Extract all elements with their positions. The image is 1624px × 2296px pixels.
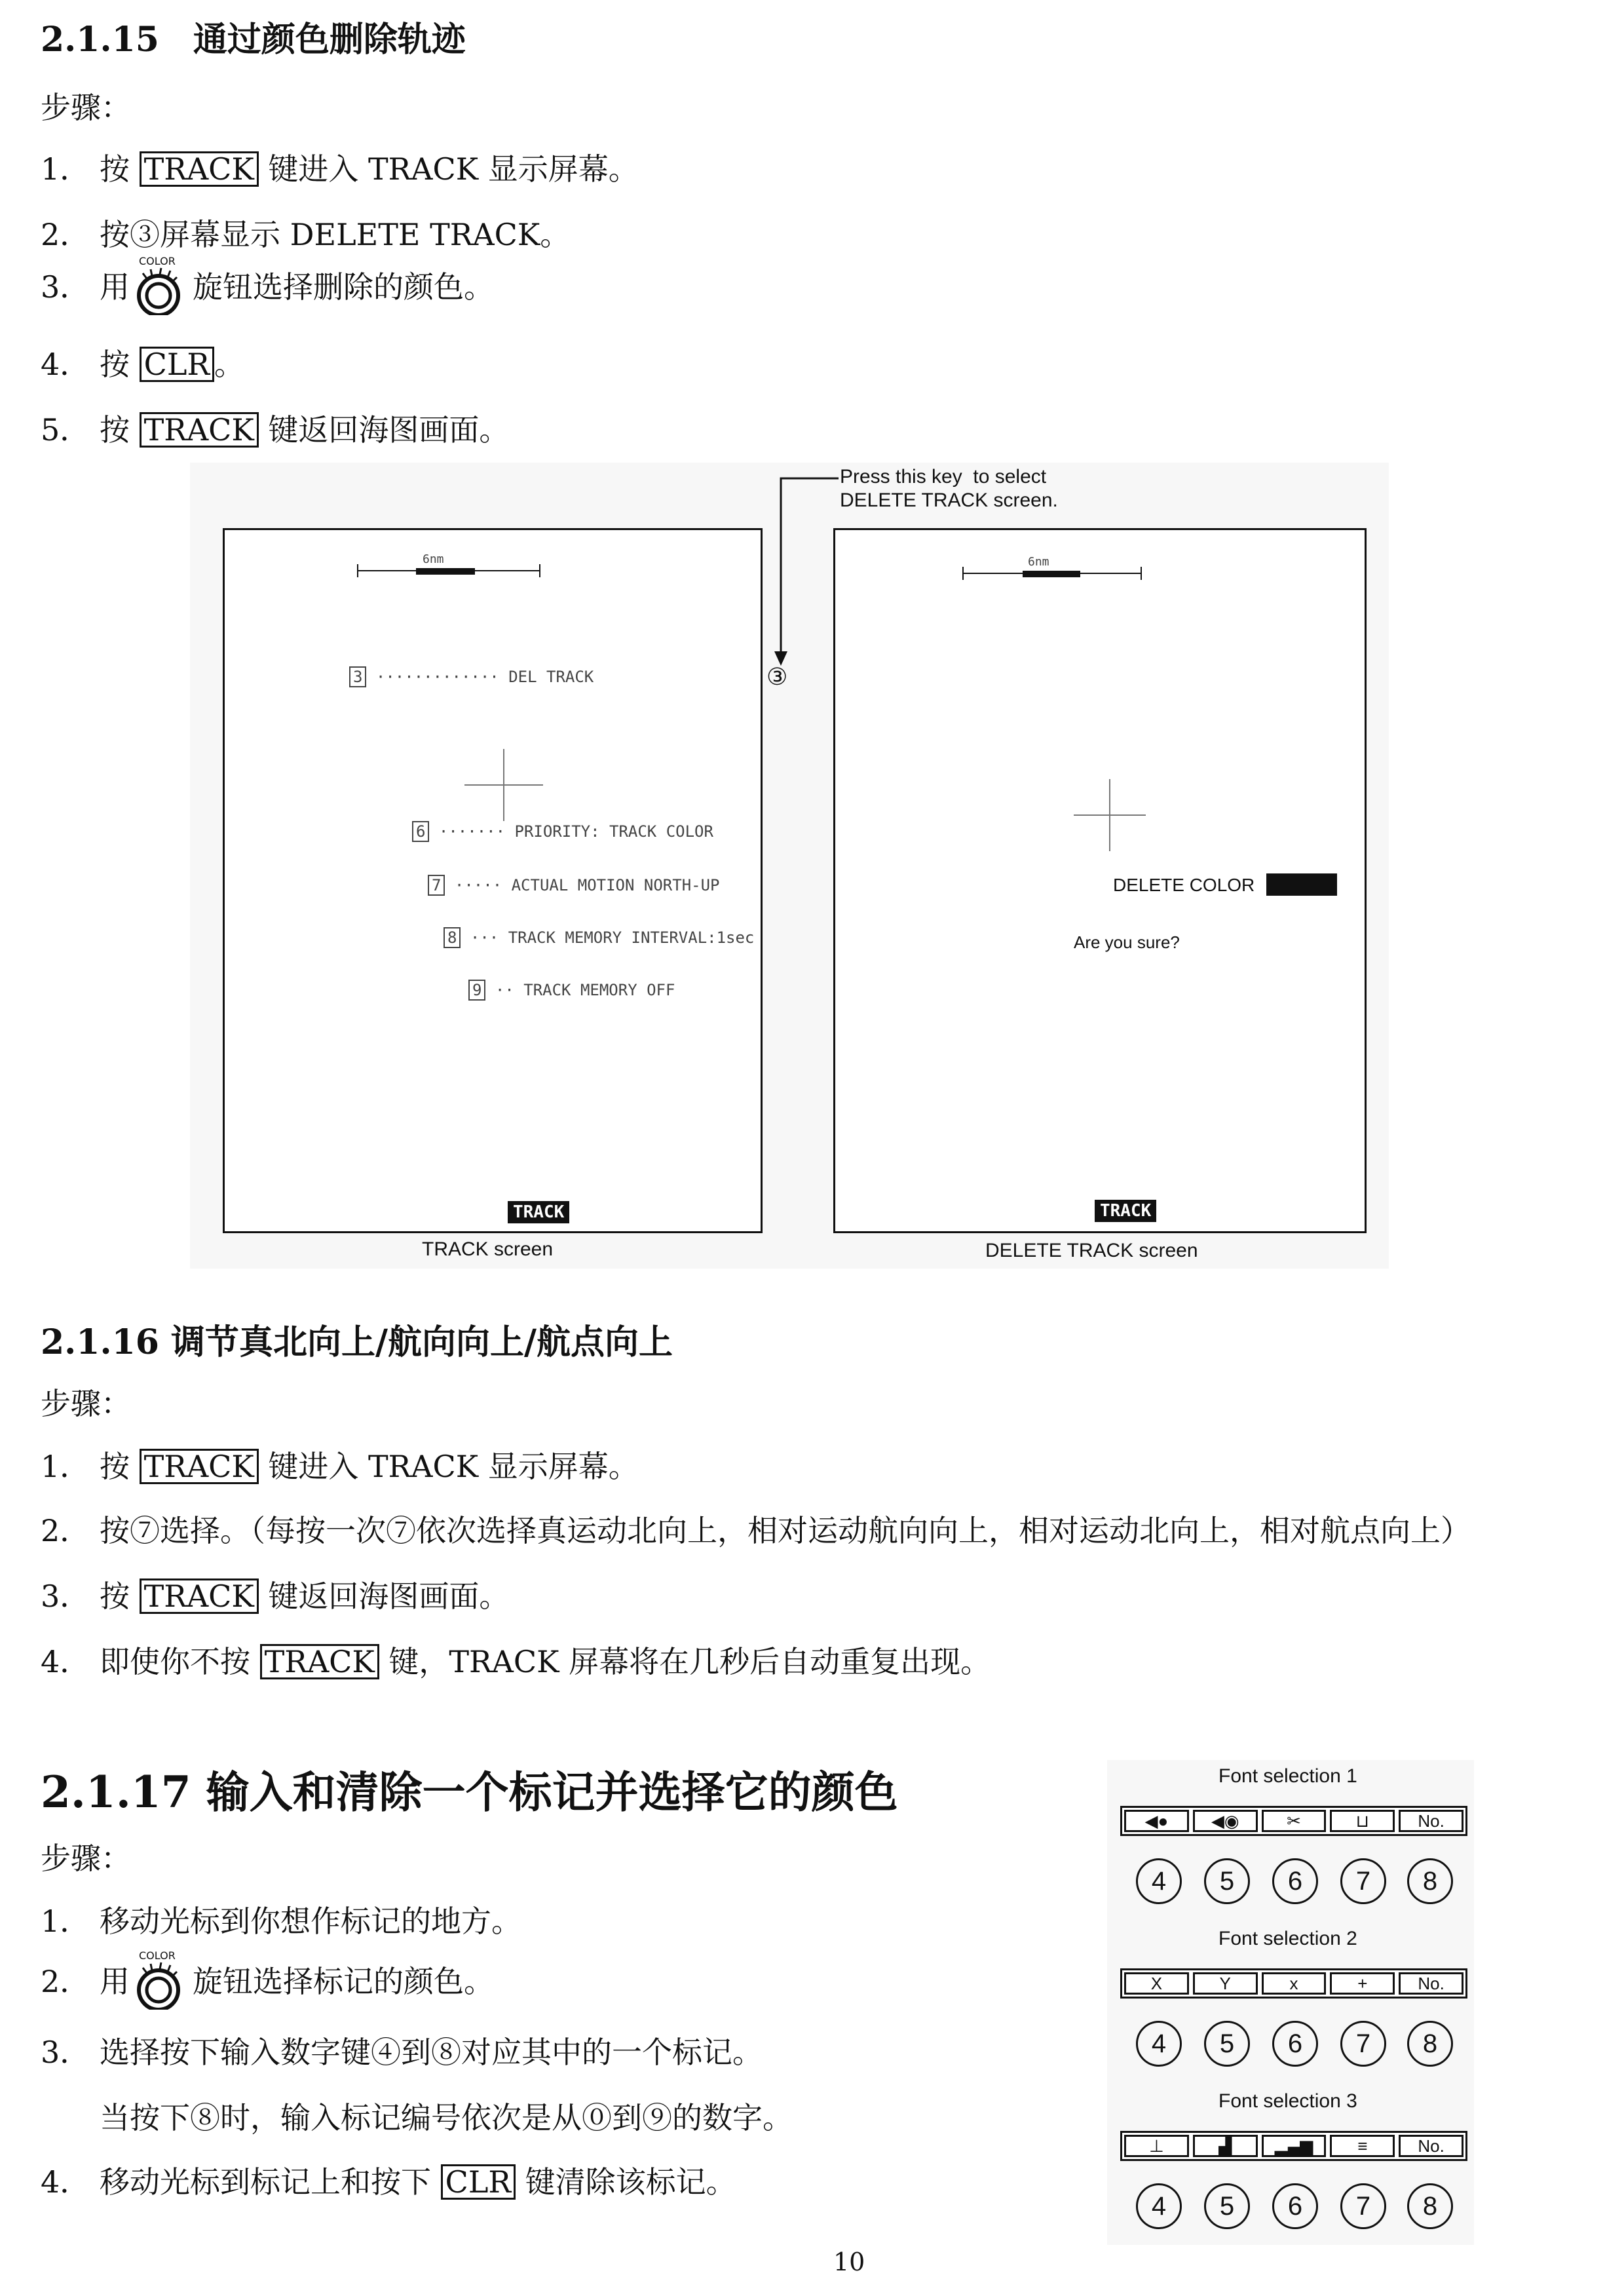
key-4: 4: [1136, 2183, 1182, 2229]
track-badge: TRACK: [508, 1201, 569, 1223]
key-5: 5: [1204, 1858, 1250, 1904]
mark-cell: +: [1330, 1972, 1395, 1995]
mark-cell: No.: [1399, 1972, 1463, 1995]
track-key: TRACK: [260, 1644, 379, 1679]
step-2: [41, 1507, 1471, 1550]
step-text: 选择按下输入数字键④到⑧对应其中的一个标记。: [100, 2035, 763, 2070]
mark-cell: x: [1262, 1972, 1327, 1995]
menu-item-motion: 7 ····· ACTUAL MOTION NORTH-UP: [428, 876, 720, 894]
step-number: 5．: [41, 412, 90, 448]
crosshair-cursor-icon: [464, 749, 543, 821]
range-scale: [357, 552, 540, 579]
confirm-text: Are you sure?: [1074, 932, 1180, 952]
track-screen: [223, 528, 763, 1233]
section-heading-2-1-15: 2.1.15 通过颜色删除轨迹: [41, 20, 466, 60]
menu-item-del-track: 3 ············· DEL TRACK: [349, 668, 594, 686]
mark-cell: ▂▄▆: [1262, 2135, 1327, 2157]
step-4: [41, 341, 244, 384]
mark-cell: Y: [1193, 1972, 1258, 1995]
step-text: 键，TRACK 屏幕将在几秒后自动重复出现。: [379, 1644, 991, 1679]
section-heading-2-1-17: 2.1.17 输入和清除一个标记并选择它的颜色: [41, 1767, 898, 1818]
clr-key: CLR: [441, 2164, 516, 2200]
key-4: 4: [1136, 2021, 1182, 2067]
step-4: [41, 2158, 736, 2202]
crosshair-cursor-icon: [1074, 779, 1146, 851]
delete-track-screen: [833, 528, 1367, 1233]
step-number: 2．: [41, 217, 90, 252]
step-text: 即使你不按: [100, 1644, 260, 1679]
mark-cell: ⊥: [1124, 2135, 1189, 2157]
step-text: 按⑦选择。（每按一次⑦依次选择真运动北向上，相对运动航向向上，相对运动北向上，相对航点向上）: [100, 1513, 1471, 1548]
key-8: 8: [1407, 2021, 1453, 2067]
color-swatch: [1266, 873, 1337, 896]
step-2: [41, 211, 570, 254]
step-2: [41, 1949, 494, 2010]
color-knob-icon: [130, 1949, 193, 2010]
key-box: 9: [468, 980, 485, 1001]
step-number: 2．: [41, 1964, 90, 1999]
mark-cell: No.: [1399, 1810, 1463, 1832]
step-number: 3．: [41, 2035, 90, 2070]
key-5: 5: [1204, 2183, 1250, 2229]
step-number: 1．: [41, 1449, 90, 1484]
mark-bar: [1120, 1806, 1467, 1836]
step-number: 4．: [41, 347, 90, 382]
menu-label: ACTUAL MOTION NORTH-UP: [511, 876, 720, 894]
step-number: 3．: [41, 269, 90, 305]
key-box: 6: [412, 821, 429, 842]
mark-cell: ⊔: [1330, 1810, 1395, 1832]
key-box: 3: [349, 666, 366, 687]
caption-track-screen: TRACK screen: [422, 1238, 554, 1260]
callout-text: Press this key to select DELETE TRACK screen.: [840, 466, 1058, 511]
step-3-note: 当按下⑧时，输入标记编号依次是从⓪到⑨的数字。: [100, 2100, 793, 2135]
step-4: [41, 1638, 991, 1681]
menu-item-priority: 6 ······· PRIORITY: TRACK COLOR: [412, 822, 713, 841]
step-text: 用: [100, 1964, 130, 1999]
menu-label: DEL TRACK: [508, 668, 594, 686]
track-key: TRACK: [140, 412, 259, 448]
step-number: 3．: [41, 1578, 90, 1614]
key-6: 6: [1272, 2183, 1318, 2229]
step-1: [41, 1443, 639, 1486]
step-3: [41, 2029, 763, 2072]
step-text: 按: [100, 347, 140, 382]
knob-label: COLOR: [139, 1949, 176, 1962]
menu-label: PRIORITY: TRACK COLOR: [514, 822, 713, 841]
mark-cell: ◀◉: [1193, 1810, 1258, 1832]
mark-bar: [1120, 1968, 1467, 1999]
step-1: [41, 145, 639, 189]
clr-key: CLR: [140, 347, 214, 382]
mark-cell: ✂: [1262, 1810, 1327, 1832]
font-selection-title: Font selection 3: [1218, 2090, 1357, 2112]
key-7: 7: [1340, 2021, 1386, 2067]
key-8: 8: [1407, 2183, 1453, 2229]
track-badge: TRACK: [1095, 1200, 1156, 1222]
menu-label: TRACK MEMORY OFF: [523, 981, 675, 999]
step-text: 键返回海图画面。: [258, 412, 510, 448]
caption-delete-track-screen: DELETE TRACK screen: [985, 1240, 1198, 1261]
mark-bar: [1120, 2131, 1467, 2161]
range-label: 6nm: [1028, 555, 1049, 569]
page-number: 10: [833, 2248, 865, 2276]
range-label: 6nm: [423, 552, 444, 566]
step-text: 键进入 TRACK 显示屏幕。: [258, 151, 639, 187]
step-3: [41, 255, 494, 315]
section-heading-2-1-16: 2.1.16 调节真北向上/航向向上/航点向上: [41, 1322, 673, 1362]
key-7: 7: [1340, 1858, 1386, 1904]
font-selection-title: Font selection 1: [1218, 1765, 1357, 1787]
step-3: [41, 1573, 509, 1616]
color-knob-icon: [130, 255, 193, 315]
step-5: [41, 406, 509, 450]
steps-label: 步骤：: [41, 1841, 131, 1876]
step-text: 键清除该标记。: [516, 2164, 736, 2200]
step-text: 按: [100, 1578, 140, 1614]
mark-cell: ◀●: [1124, 1810, 1189, 1832]
range-scale: [962, 555, 1142, 581]
key-box: 7: [428, 875, 445, 896]
step-text: 旋钮选择删除的颜色。: [193, 269, 494, 305]
step-text: 按: [100, 412, 140, 448]
step-number: 1．: [41, 1904, 90, 1939]
step-number: 2．: [41, 1513, 90, 1548]
mark-cell: ▟: [1193, 2135, 1258, 2157]
step-text: 按③屏幕显示 DELETE TRACK。: [100, 217, 571, 252]
step-number: 1．: [41, 151, 90, 187]
mark-cell: No.: [1399, 2135, 1463, 2157]
steps-label: 步骤：: [41, 90, 131, 125]
step-text: 键进入 TRACK 显示屏幕。: [258, 1449, 639, 1484]
steps-label: 步骤：: [41, 1386, 131, 1421]
step-text: 用: [100, 269, 130, 305]
step-text: 按: [100, 1449, 140, 1484]
knob-label: COLOR: [139, 255, 176, 267]
callout-key-3: ③: [766, 663, 788, 690]
step-text: 键返回海图画面。: [258, 1578, 510, 1614]
menu-item-interval: 8 ··· TRACK MEMORY INTERVAL:1sec: [444, 928, 754, 947]
delete-color-label: DELETE COLOR: [1113, 875, 1255, 895]
key-6: 6: [1272, 2021, 1318, 2067]
step-1: [41, 1898, 521, 1941]
step-text: 。: [214, 347, 245, 382]
step-text: 移动光标到你想作标记的地方。: [100, 1904, 521, 1939]
key-5: 5: [1204, 2021, 1250, 2067]
key-8: 8: [1407, 1858, 1453, 1904]
key-6: 6: [1272, 1858, 1318, 1904]
menu-label: TRACK MEMORY INTERVAL:1sec: [508, 928, 755, 947]
key-7: 7: [1340, 2183, 1386, 2229]
key-4: 4: [1136, 1858, 1182, 1904]
step-number: 4．: [41, 2164, 90, 2200]
key-box: 8: [444, 927, 461, 948]
track-key: TRACK: [140, 1578, 259, 1614]
menu-item-memory: 9 ·· TRACK MEMORY OFF: [468, 981, 675, 999]
step-number: 4．: [41, 1644, 90, 1679]
font-selection-title: Font selection 2: [1218, 1928, 1357, 1949]
step-text: 旋钮选择标记的颜色。: [193, 1964, 494, 1999]
mark-cell: ≡: [1330, 2135, 1395, 2157]
track-key: TRACK: [140, 151, 259, 187]
step-text: 移动光标到标记上和按下: [100, 2164, 441, 2200]
step-text: 按: [100, 151, 140, 187]
mark-cell: X: [1124, 1972, 1189, 1995]
track-key: TRACK: [140, 1449, 259, 1484]
